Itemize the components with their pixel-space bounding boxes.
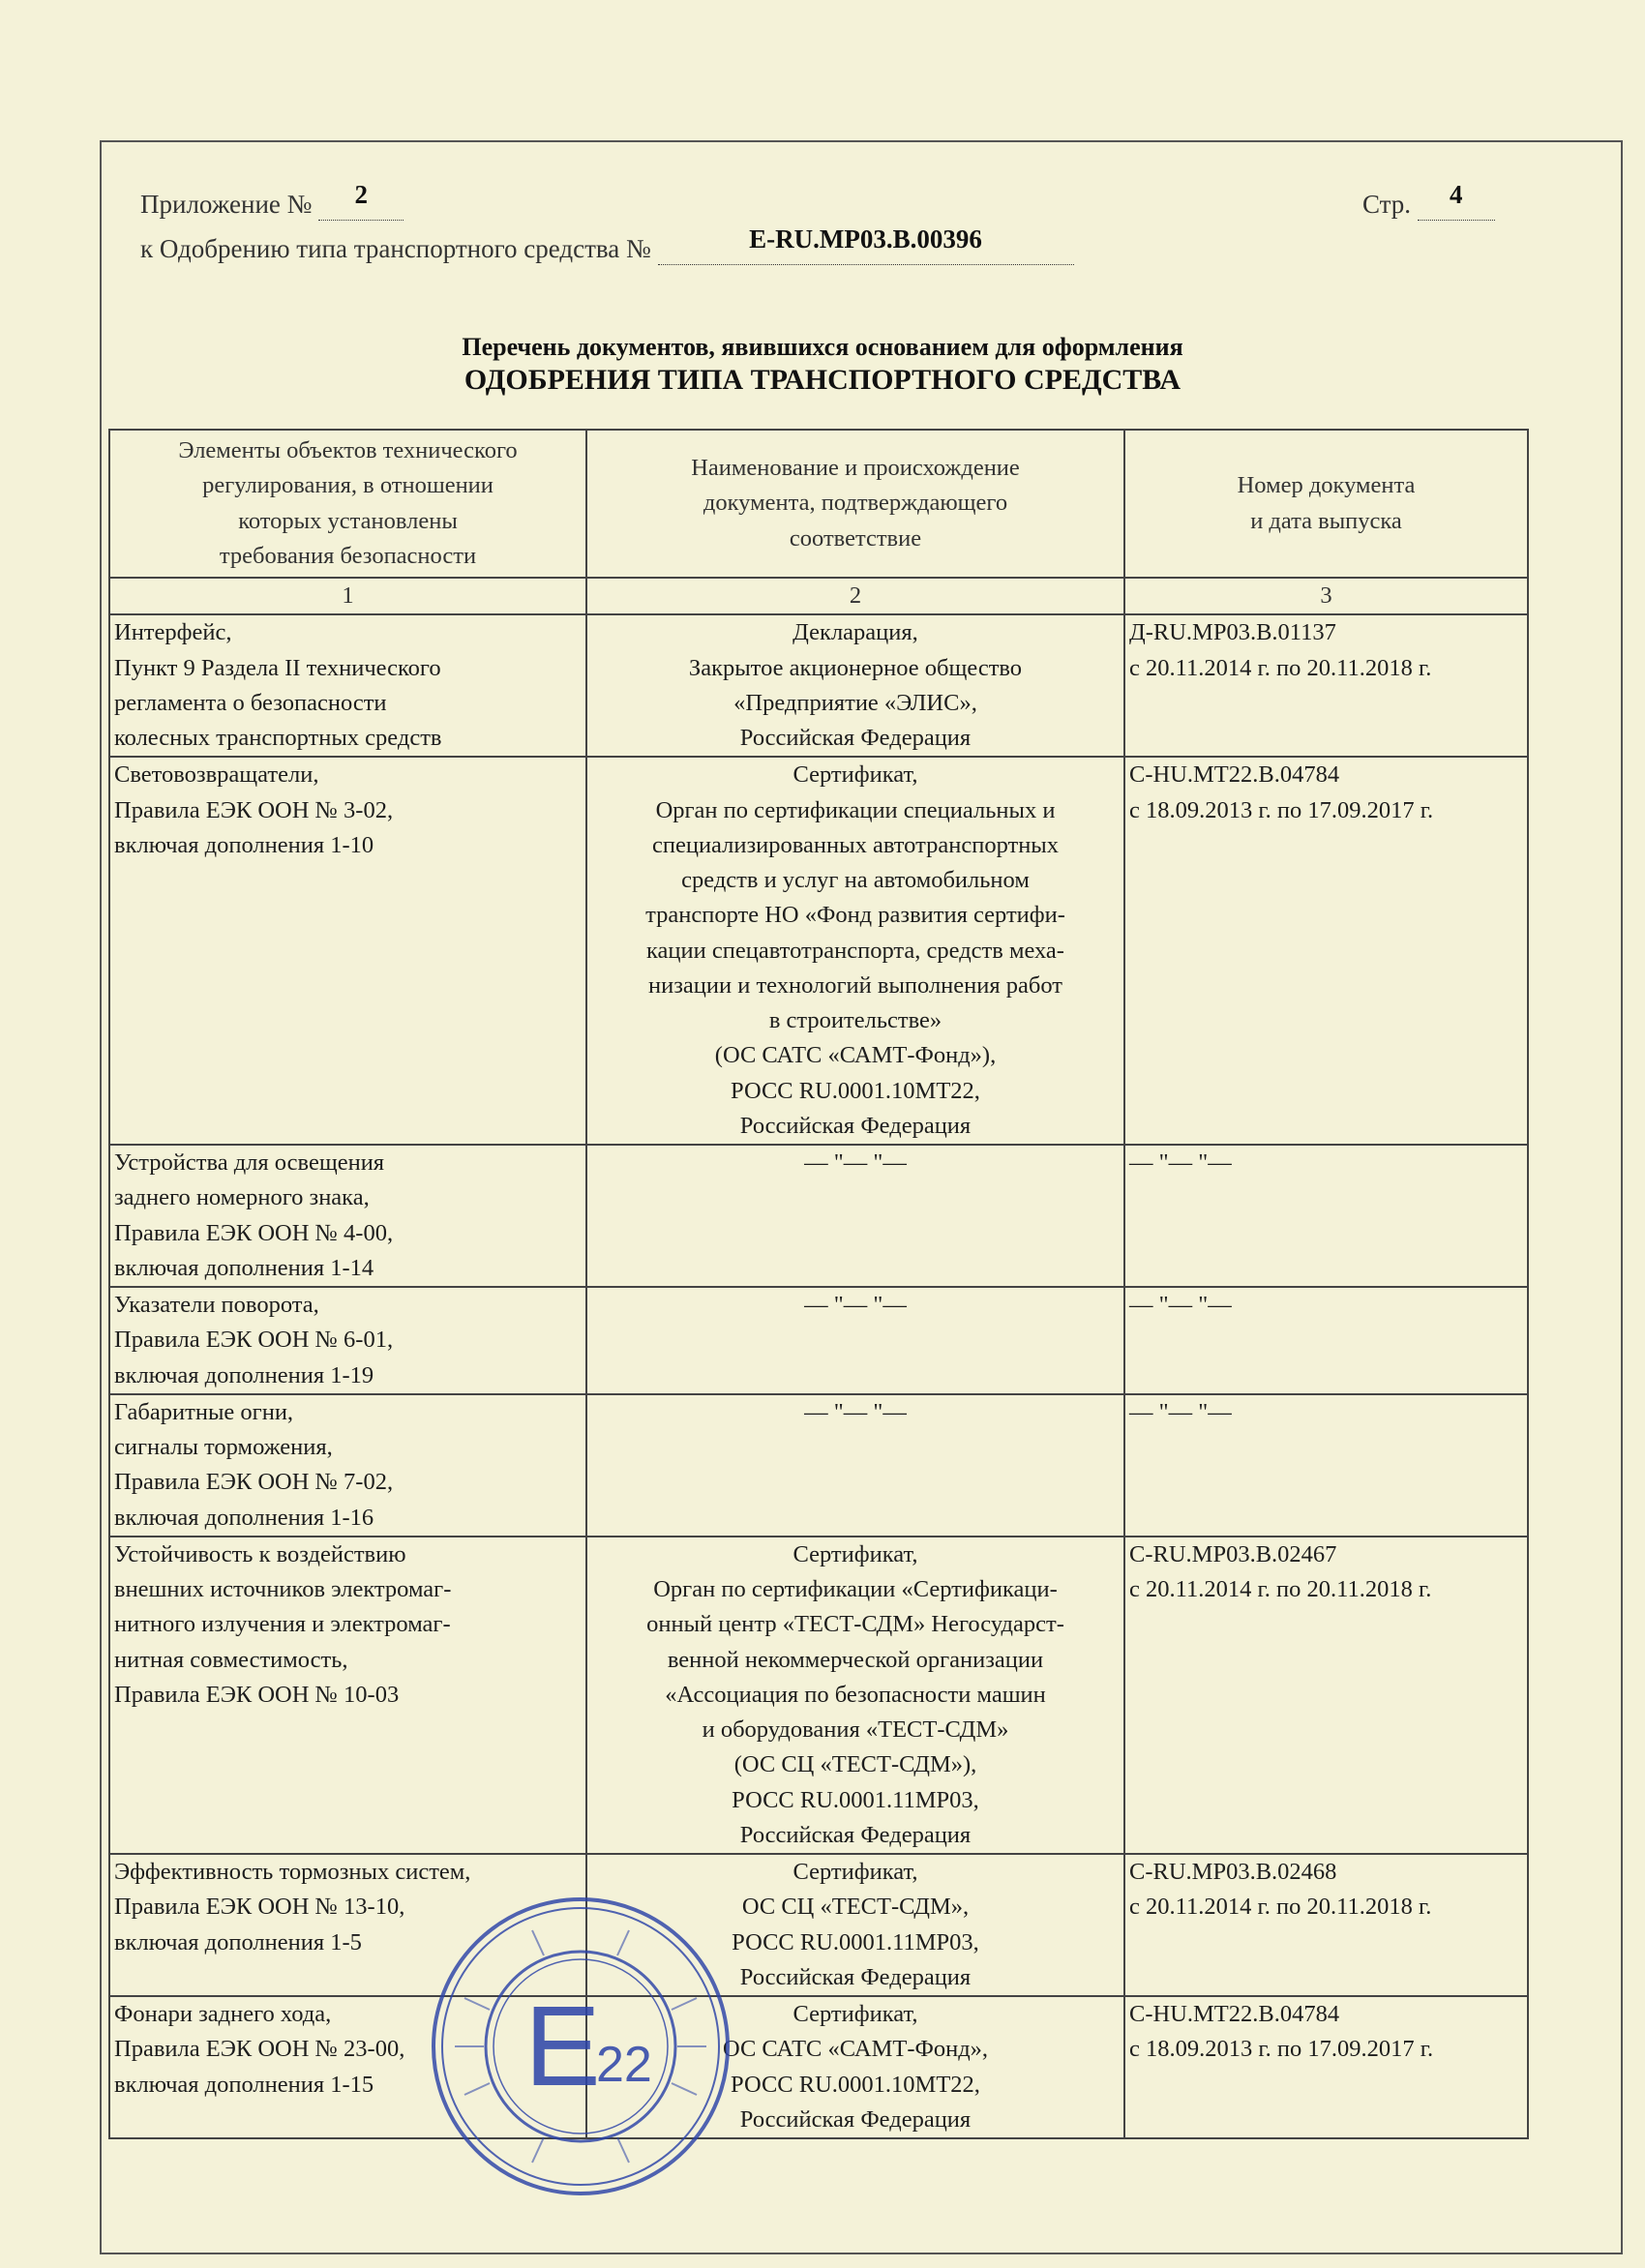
number-date-cell-line: — "— "— bbox=[1129, 1292, 1232, 1318]
element-cell-line: нитная совместимость, bbox=[114, 1646, 348, 1673]
element-cell-line: Правила ЕЭК ООН № 4-00, bbox=[114, 1219, 394, 1246]
number-date-cell-line: C-RU.MP03.B.02468 bbox=[1129, 1859, 1337, 1885]
number-date-cell-line: Д-RU.MP03.B.01137 bbox=[1129, 619, 1336, 646]
header-text-line: документа, подтверждающего bbox=[703, 490, 1008, 517]
column-number-2: 2 bbox=[586, 578, 1124, 614]
document-cell bbox=[586, 757, 1124, 1145]
document-cell-line: (ОС СЦ «ТЕСТ-СДМ»), bbox=[733, 1751, 977, 1778]
element-cell-line: Правила ЕЭК ООН № 7-02, bbox=[114, 1469, 394, 1496]
document-cell-line: кации спецавтотранспорта, средств меха- bbox=[646, 937, 1064, 964]
element-cell-line: Световозвращатели, bbox=[114, 761, 319, 789]
approval-number: E-RU.MP03.B.00396 bbox=[749, 224, 982, 254]
element-cell bbox=[109, 614, 586, 757]
element-cell bbox=[109, 1394, 586, 1537]
header-text-line: регулирования, в отношении bbox=[202, 472, 494, 499]
element-cell-line: Правила ЕЭК ООН № 3-02, bbox=[114, 796, 394, 823]
document-cell bbox=[586, 1145, 1124, 1287]
stamp-mark-number: 22 bbox=[596, 2037, 652, 2093]
element-cell-line: Устройства для освещения bbox=[114, 1149, 385, 1176]
header-text-line: Наименование и происхождение bbox=[691, 455, 1020, 482]
document-cell-line: Российская Федерация bbox=[739, 1963, 972, 1990]
element-cell-line: Правила ЕЭК ООН № 13-10, bbox=[114, 1894, 405, 1921]
document-cell-line: Сертификат, bbox=[793, 761, 918, 789]
document-cell-line: РОСС RU.0001.10МТ22, bbox=[731, 1077, 980, 1104]
element-cell-line: включая дополнения 1-16 bbox=[114, 1504, 374, 1531]
column-number-1: 1 bbox=[109, 578, 586, 614]
element-cell-line: Правила ЕЭК ООН № 23-00, bbox=[114, 2036, 405, 2063]
document-cell-line: низации и технологий выполнения работ bbox=[647, 971, 1062, 999]
element-cell-line: заднего номерного знака, bbox=[114, 1184, 370, 1211]
document-cell bbox=[586, 1537, 1124, 1854]
document-cell-line: венной некоммерческой организации bbox=[667, 1646, 1044, 1673]
header-text-line: Номер документа bbox=[1237, 472, 1416, 499]
document-cell bbox=[586, 614, 1124, 757]
document-cell-line: специализированных автотранспортных bbox=[651, 831, 1060, 858]
document-cell-line: Орган по сертификации «Сертификаци- bbox=[653, 1576, 1058, 1602]
number-date-cell-line: — "— "— bbox=[1129, 1398, 1232, 1425]
document-cell bbox=[586, 1287, 1124, 1394]
element-cell-line: Указатели поворота, bbox=[114, 1292, 319, 1318]
document-cell-line: Сертификат, bbox=[793, 1859, 918, 1885]
number-date-cell bbox=[1124, 1287, 1528, 1394]
table-row bbox=[109, 1854, 1528, 1996]
annex-label: Приложение № bbox=[140, 190, 313, 219]
annex-line bbox=[140, 180, 404, 221]
document-cell bbox=[586, 1854, 1124, 1996]
number-date-cell bbox=[1124, 1394, 1528, 1537]
number-date-cell bbox=[1124, 1145, 1528, 1287]
element-cell-line: включая дополнения 1-5 bbox=[114, 1928, 362, 1955]
document-cell-line: «Предприятие «ЭЛИС», bbox=[733, 689, 977, 716]
number-date-cell-line: C-RU.MP03.B.02467 bbox=[1129, 1540, 1337, 1567]
element-cell-line: Правила ЕЭК ООН № 6-01, bbox=[114, 1327, 394, 1354]
element-cell bbox=[109, 1996, 586, 2138]
table-row bbox=[109, 1996, 1528, 2138]
element-cell-line: включая дополнения 1-10 bbox=[114, 831, 374, 858]
number-date-cell bbox=[1124, 614, 1528, 757]
document-title-line1: Перечень документов, явившихся основанием для оформления bbox=[462, 333, 1183, 361]
element-cell bbox=[109, 1145, 586, 1287]
element-cell-line: колесных транспортных средств bbox=[114, 725, 442, 751]
document-cell-line: РОСС RU.0001.10МТ22, bbox=[731, 2071, 980, 2098]
table-row bbox=[109, 1287, 1528, 1394]
document-cell-line: транспорте НО «Фонд развития сертифи- bbox=[645, 902, 1065, 929]
approval-line bbox=[140, 224, 1074, 265]
document-cell-line: и оборудования «ТЕСТ-СДМ» bbox=[702, 1716, 1009, 1743]
element-cell-line: нитного излучения и электромаг- bbox=[114, 1611, 451, 1638]
document-cell-line: Орган по сертификации специальных и bbox=[655, 796, 1056, 823]
document-cell-line: Сертификат, bbox=[793, 2001, 918, 2027]
element-cell-line: Фонари заднего хода, bbox=[114, 2001, 332, 2027]
header-text-line: соответствие bbox=[789, 524, 922, 552]
document-cell-line: Российская Федерация bbox=[739, 2105, 972, 2133]
document-cell-line: Российская Федерация bbox=[739, 725, 972, 751]
document-cell-line: — "— "— bbox=[804, 1292, 907, 1318]
element-cell-line: Габаритные огни, bbox=[114, 1398, 294, 1425]
table-header-row bbox=[109, 430, 1528, 578]
element-cell-line: Правила ЕЭК ООН № 10-03 bbox=[114, 1681, 400, 1708]
element-cell-line: регламента о безопасности bbox=[114, 689, 387, 716]
page-number: 4 bbox=[1450, 180, 1463, 209]
document-cell-line: Российская Федерация bbox=[739, 1821, 972, 1848]
header-text-line: требования безопасности bbox=[219, 542, 477, 569]
header-cell-elements bbox=[109, 430, 586, 578]
element-cell-line: Эффективность тормозных систем, bbox=[114, 1859, 471, 1885]
column-number-3: 3 bbox=[1124, 578, 1528, 614]
table-row bbox=[109, 1145, 1528, 1287]
document-title-line2: ОДОБРЕНИЯ ТИПА ТРАНСПОРТНОГО СРЕДСТВА bbox=[464, 364, 1181, 396]
document-cell-line: «Ассоциация по безопасности машин bbox=[665, 1681, 1046, 1708]
document-cell-line: онный центр «ТЕСТ-СДМ» Негосударст- bbox=[646, 1611, 1064, 1638]
element-cell bbox=[109, 1854, 586, 1996]
element-cell bbox=[109, 757, 586, 1145]
document-cell-line: ОС САТС «САМТ-Фонд», bbox=[722, 2036, 989, 2063]
approval-label: к Одобрению типа транспортного средства № bbox=[140, 234, 651, 263]
number-date-cell-line: с 18.09.2013 г. по 17.09.2017 г. bbox=[1129, 796, 1434, 823]
number-date-cell bbox=[1124, 1996, 1528, 2138]
document-cell bbox=[586, 1996, 1124, 2138]
element-cell-line: включая дополнения 1-19 bbox=[114, 1361, 374, 1388]
document-cell-line: Декларация, bbox=[793, 619, 918, 646]
document-cell-line: в строительстве» bbox=[768, 1007, 942, 1033]
column-number-row bbox=[109, 578, 1528, 614]
document-cell-line: средств и услуг на автомобильном bbox=[681, 867, 1030, 893]
header-text-line: Элементы объектов технического bbox=[178, 437, 518, 463]
element-cell-line: сигналы торможения, bbox=[114, 1434, 333, 1460]
document-cell-line: РОСС RU.0001.11МР03, bbox=[732, 1928, 979, 1955]
number-date-cell bbox=[1124, 1854, 1528, 1996]
header-text-line: которых установлены bbox=[238, 507, 458, 534]
table-row bbox=[109, 1394, 1528, 1537]
element-cell-line: включая дополнения 1-14 bbox=[114, 1254, 374, 1281]
header-text-line: и дата выпуска bbox=[1250, 507, 1402, 534]
document-cell-line: (ОС САТС «САМТ-Фонд»), bbox=[714, 1042, 997, 1069]
element-cell bbox=[109, 1287, 586, 1394]
document-cell-line: Российская Федерация bbox=[739, 1112, 972, 1139]
documents-table bbox=[108, 429, 1529, 2139]
element-cell-line: Пункт 9 Раздела II технического bbox=[114, 654, 441, 681]
element-cell-line: включая дополнения 1-15 bbox=[114, 2071, 374, 2098]
document-cell-line: ОС СЦ «ТЕСТ-СДМ», bbox=[741, 1894, 970, 1921]
number-date-cell-line: с 20.11.2014 г. по 20.11.2018 г. bbox=[1129, 654, 1432, 681]
element-cell-line: Устойчивость к воздействию bbox=[114, 1540, 406, 1567]
element-cell bbox=[109, 1537, 586, 1854]
number-date-cell-line: — "— "— bbox=[1129, 1149, 1232, 1176]
header-cell-document bbox=[586, 430, 1124, 578]
element-cell-line: внешних источников электромаг- bbox=[114, 1576, 452, 1602]
table-row bbox=[109, 757, 1528, 1145]
number-date-cell bbox=[1124, 757, 1528, 1145]
number-date-cell-line: с 20.11.2014 г. по 20.11.2018 г. bbox=[1129, 1576, 1432, 1602]
element-cell-line: Интерфейс, bbox=[114, 619, 232, 646]
header-cell-number-date bbox=[1124, 430, 1528, 578]
document-cell-line: Закрытое акционерное общество bbox=[688, 654, 1023, 681]
stamp-mark-letter: E bbox=[524, 1983, 601, 2110]
annex-number: 2 bbox=[354, 180, 368, 209]
number-date-cell bbox=[1124, 1537, 1528, 1854]
number-date-cell-line: C-HU.MT22.B.04784 bbox=[1129, 761, 1340, 789]
number-date-cell-line: C-HU.MT22.B.04784 bbox=[1129, 2001, 1340, 2027]
document-cell-line: — "— "— bbox=[804, 1398, 907, 1425]
document-cell-line: РОСС RU.0001.11МР03, bbox=[732, 1786, 979, 1813]
table-row bbox=[109, 1537, 1528, 1854]
page-label: Стр. bbox=[1362, 190, 1412, 219]
document-cell-line: — "— "— bbox=[804, 1149, 907, 1176]
table-row bbox=[109, 614, 1528, 757]
document-cell bbox=[586, 1394, 1124, 1537]
document-cell-line: Сертификат, bbox=[793, 1540, 918, 1567]
number-date-cell-line: с 20.11.2014 г. по 20.11.2018 г. bbox=[1129, 1894, 1432, 1921]
number-date-cell-line: с 18.09.2013 г. по 17.09.2017 г. bbox=[1129, 2036, 1434, 2063]
page-line bbox=[1362, 180, 1495, 221]
